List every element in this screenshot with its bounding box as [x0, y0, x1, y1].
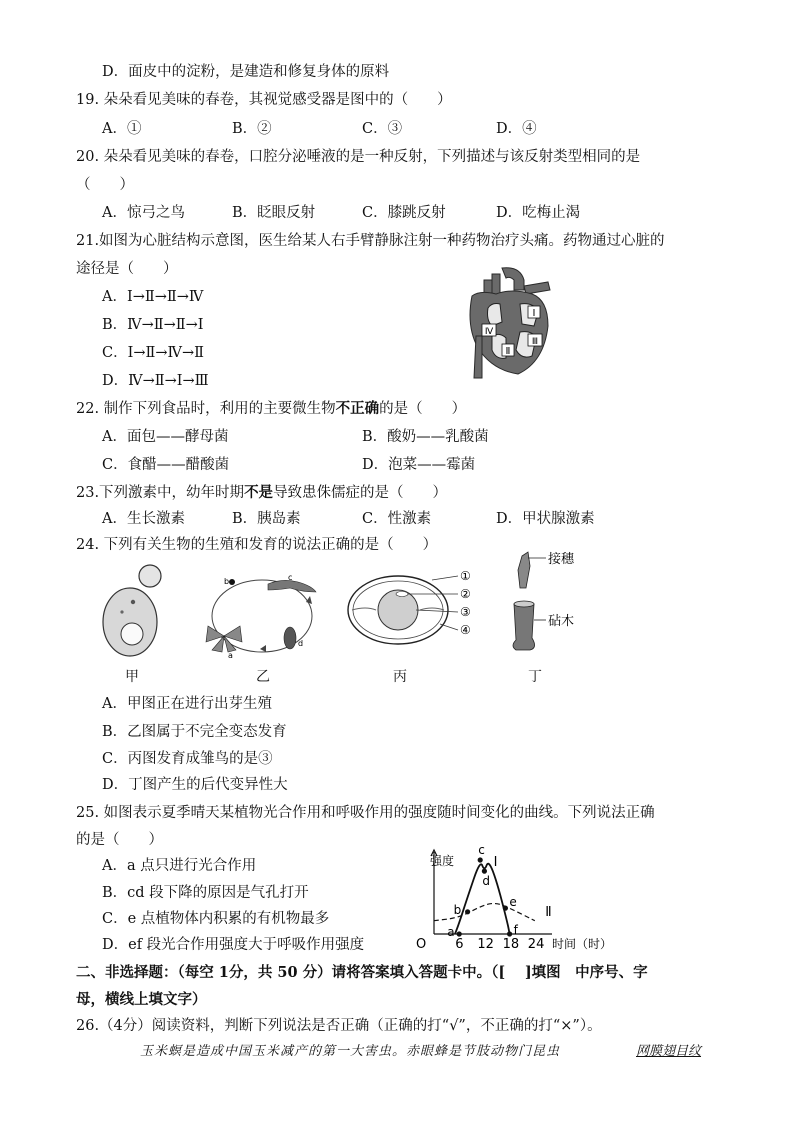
cycle-label-a: a	[228, 651, 233, 660]
q20-stem: 20. 朵朵看见美味的春卷，口腔分泌唾液的是一种反射，下列描述与该反射类型相同的是	[76, 149, 641, 165]
graft-label-scion: 接穗	[548, 552, 575, 567]
q20-stem-cont: （ ）	[76, 177, 134, 193]
q25-stem: 25. 如图表示夏季晴天某植物光合作用和呼吸作用的强度随时间变化的曲线。下列说法正确	[76, 805, 655, 821]
q21-option-d: D．Ⅳ→Ⅱ→Ⅰ→Ⅲ	[102, 373, 209, 389]
bird-egg-figure	[346, 568, 478, 650]
q18-option-d: D．面皮中的淀粉，是建造和修复身体的原料	[102, 64, 390, 80]
q25-option-a: A．a 点只进行光合作用	[102, 858, 257, 874]
q21-option-a: A．Ⅰ→Ⅱ→Ⅱ→Ⅳ	[102, 289, 204, 305]
chart-point-a	[457, 931, 462, 936]
q26-stem: 26.（4分）阅读资料，判断下列说法是否正确（正确的打“√”，不正确的打“×”）。	[76, 1018, 602, 1034]
q24-option-b: B．乙图属于不完全变态发育	[102, 724, 287, 740]
graft-label-stock: 砧木	[548, 614, 575, 629]
q22-option-c: C．食醋——醋酸菌	[102, 457, 230, 473]
chart-point-label-d: d	[482, 874, 491, 889]
section2-heading-cont: 母，横线上填文字）	[76, 991, 207, 1008]
q23-stem: 23.下列激素中，幼年时期不是导致患侏儒症的是（ ）	[76, 484, 448, 501]
origin-label: O	[416, 937, 427, 952]
x-tick-label: 18	[502, 937, 520, 952]
q23-option-d: D．甲状腺激素	[496, 511, 595, 527]
fig-caption-ding: 丁	[528, 669, 542, 685]
fig-caption-yi: 乙	[256, 669, 270, 685]
chart-point-label-b: b	[453, 902, 462, 917]
fig-caption-bing: 丙	[393, 669, 407, 685]
q21-option-c: C．Ⅰ→Ⅱ→Ⅳ→Ⅱ	[102, 345, 204, 361]
cycle-label-d: d	[298, 639, 304, 648]
q26-handwritten-text-2: 网膜翅目纹	[636, 1044, 702, 1059]
section2-heading: 二、非选择题：（每空 1分，共 50 分）请将答案填入答题卡中。（[ ]填图 中序号、字	[76, 964, 648, 981]
x-axis-label: 时间（时）	[552, 937, 613, 951]
grafting-figure	[504, 548, 598, 652]
series-2-label: Ⅱ	[545, 905, 552, 921]
heart-label-1: Ⅰ	[532, 308, 536, 319]
egg-label-4: ④	[460, 623, 471, 637]
yeast-budding-figure	[100, 562, 166, 658]
y-axis-label: 强度	[430, 854, 455, 868]
photosynthesis-chart	[410, 843, 613, 958]
chart-point-label-c: c	[478, 843, 485, 857]
q19-option-a: A．①	[102, 121, 142, 137]
q22-option-a: A．面包——酵母菌	[102, 429, 229, 445]
q20-option-c: C．膝跳反射	[362, 205, 446, 221]
chart-point-b	[465, 909, 470, 914]
heart-label-4: Ⅳ	[484, 327, 494, 337]
q19-option-b: B．②	[232, 121, 272, 137]
series-respiration-line	[434, 903, 535, 920]
q23-option-a: A．生长激素	[102, 511, 185, 527]
heart-label-2: Ⅱ	[505, 346, 511, 357]
q22-option-b: B．酸奶——乳酸菌	[362, 429, 489, 445]
q21-stem-cont: 途径是（ ）	[76, 261, 178, 277]
heart-label-3: Ⅲ	[531, 337, 539, 347]
fig-caption-jia: 甲	[125, 669, 139, 685]
q25-option-b: B．cd 段下降的原因是气孔打开	[102, 885, 309, 901]
q25-option-c: C．e 点植物体内积累的有机物最多	[102, 911, 330, 927]
series-1-label: Ⅰ	[493, 854, 498, 870]
x-tick-label: 12	[477, 937, 494, 952]
q25-stem-cont: 的是（ ）	[76, 832, 163, 848]
chart-point-c	[478, 857, 483, 862]
egg-label-1: ①	[460, 569, 471, 583]
chart-point-label-f: f	[513, 923, 518, 937]
cycle-label-c: c	[288, 573, 293, 582]
q21-stem: 21.如图为心脏结构示意图，医生给某人右手臂静脉注射一种药物治疗头痛。药物通过心脏的	[76, 233, 665, 249]
chart-point-label-a: a	[447, 925, 455, 939]
chart-point-e	[503, 906, 508, 911]
x-tick-label: 24	[527, 937, 545, 952]
q19-stem: 19. 朵朵看见美味的春卷，其视觉感受器是图中的（ ）	[76, 92, 452, 108]
q24-option-c: C．丙图发育成雏鸟的是③	[102, 751, 273, 767]
cycle-label-b: b	[224, 577, 230, 586]
q21-option-b: B．Ⅳ→Ⅱ→Ⅱ→Ⅰ	[102, 317, 204, 333]
q25-option-d: D．ef 段光合作用强度大于呼吸作用强度	[102, 937, 365, 953]
q23-option-c: C．性激素	[362, 511, 432, 527]
heart-diagram	[462, 266, 554, 378]
q24-option-d: D．丁图产生的后代变异性大	[102, 777, 288, 793]
q22-option-d: D．泡菜——霉菌	[362, 457, 476, 473]
chart-point-f	[507, 931, 512, 936]
chart-point-label-e: e	[509, 895, 517, 910]
q20-option-b: B．眨眼反射	[232, 205, 316, 221]
q26-handwritten-text: 玉米螟是造成中国玉米减产的第一大害虫。赤眼蜂是节肢动物门昆虫	[140, 1044, 561, 1059]
q19-option-c: C．③	[362, 121, 403, 137]
insect-life-cycle-figure	[202, 570, 324, 662]
chart-point-d	[482, 869, 487, 874]
egg-label-2: ②	[460, 587, 471, 601]
q22-stem: 22. 制作下列食品时，利用的主要微生物不正确的是（ ）	[76, 400, 467, 417]
x-tick-label: 6	[455, 937, 464, 952]
q19-option-d: D．④	[496, 121, 537, 137]
q24-stem: 24. 下列有关生物的生殖和发育的说法正确的是（ ）	[76, 537, 438, 553]
q23-option-b: B．胰岛素	[232, 511, 301, 527]
egg-label-3: ③	[460, 605, 471, 619]
q20-option-d: D．吃梅止渴	[496, 205, 581, 221]
q20-option-a: A．惊弓之鸟	[102, 205, 185, 221]
q24-option-a: A．甲图正在进行出芽生殖	[102, 696, 272, 712]
